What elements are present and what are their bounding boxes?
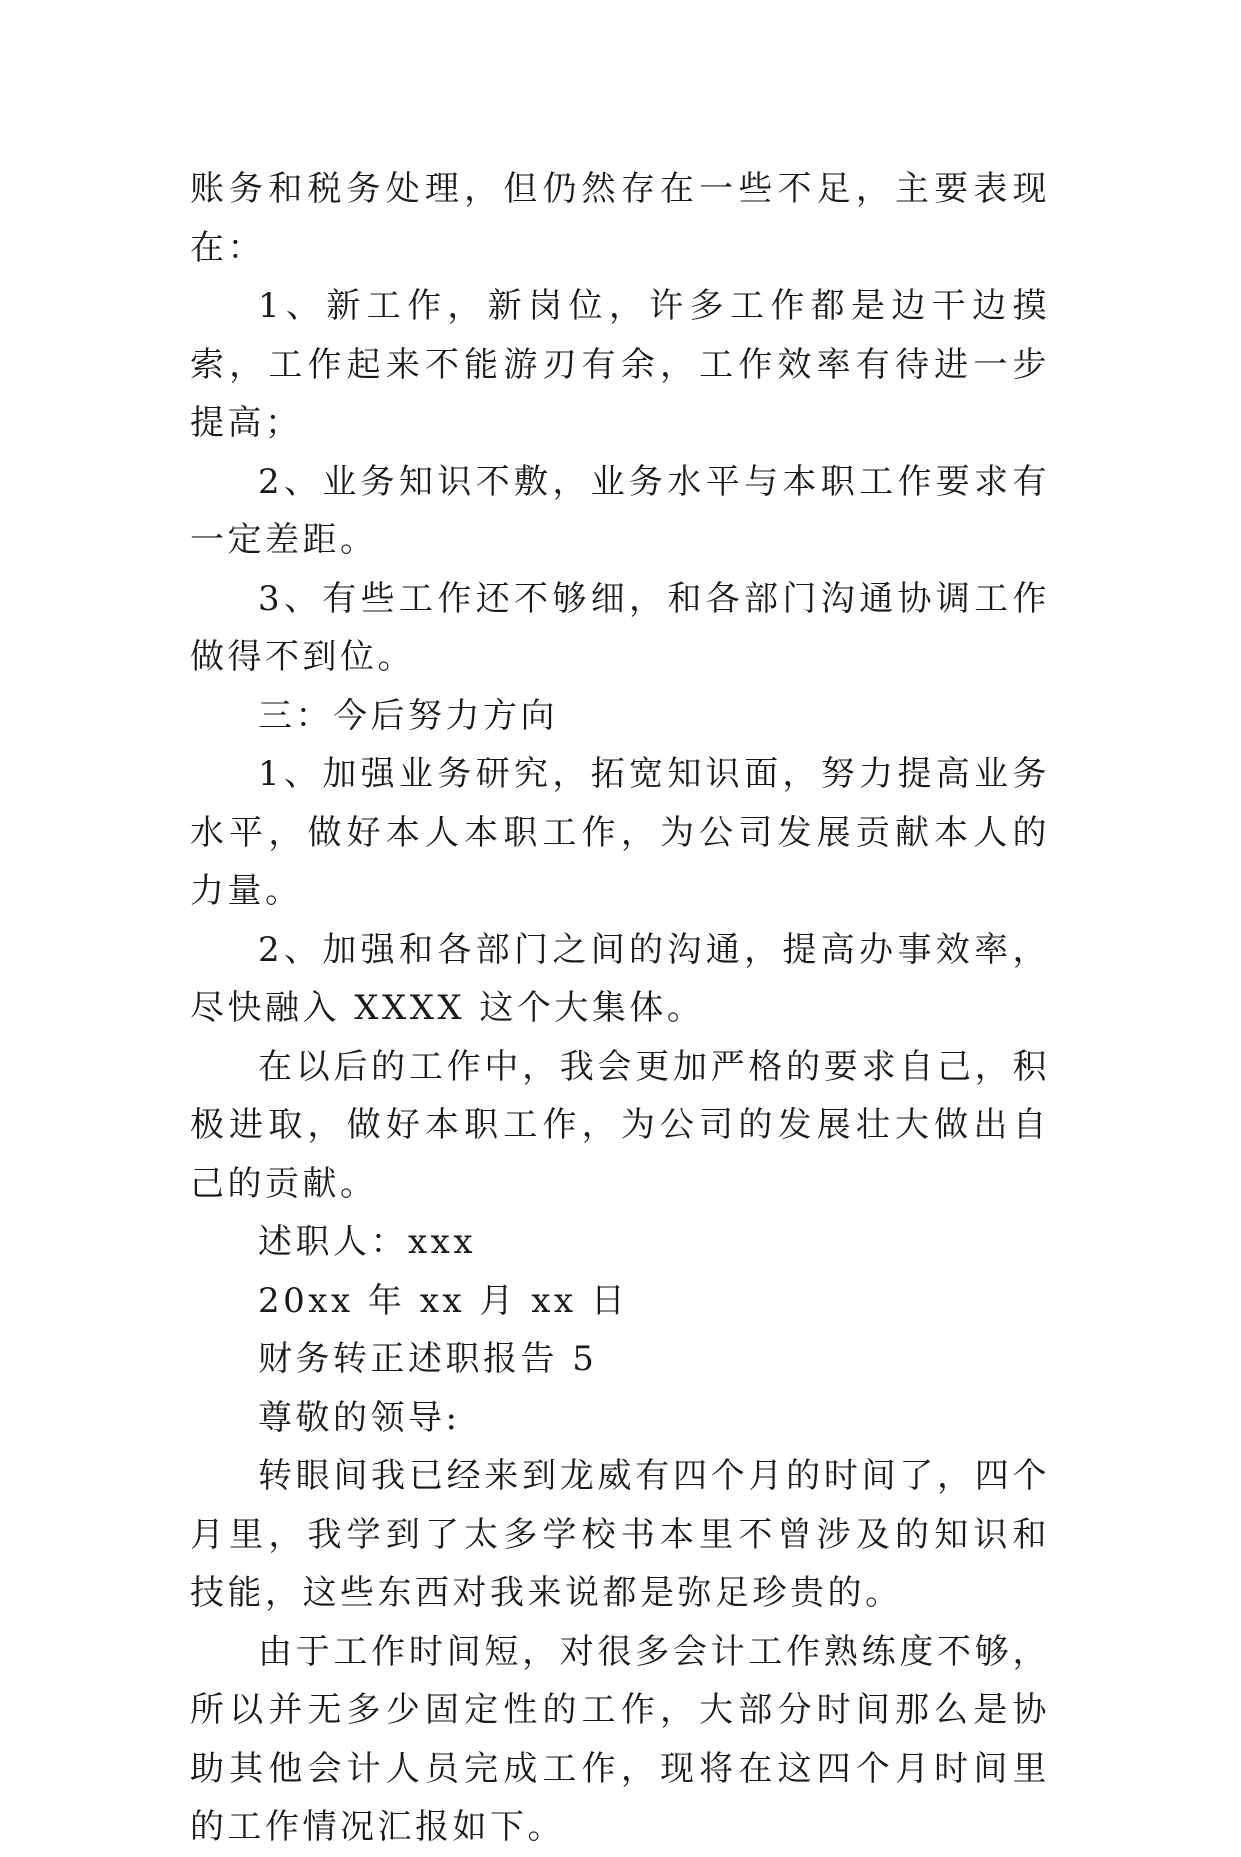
paragraph-shortcoming-3: 3、有些工作还不够细，和各部门沟通协调工作做得不到位。: [190, 578, 1050, 677]
report-title: 财务转正述职报告 5: [258, 1339, 598, 1379]
paragraph-direction-1: 1、加强业务研究，拓宽知识面，努力提高业务水平，做好本人本职工作，为公司发展贡献本人的力量。: [190, 754, 1050, 911]
signature-line: 述职人：xxx: [258, 1222, 477, 1262]
paragraph-shortcoming-1: 1、新工作，新岗位，许多工作都是边干边摸索，工作起来不能游刃有余，工作效率有待进一步提高；: [190, 286, 1050, 443]
paragraph-intro-continued: 账务和税务处理，但仍然存在一些不足，主要表现在：: [190, 169, 1050, 268]
paragraph-shortcoming-2: 2、业务知识不敷，业务水平与本职工作要求有一定差距。: [190, 461, 1050, 560]
date-line: 20xx 年 xx 月 xx 日: [258, 1280, 629, 1321]
document-body: [190, 160, 1050, 1857]
paragraph-report-summary: 由于工作时间短，对很多会计工作熟练度不够，所以并无多少固定性的工作，大部分时间那么是协助其他会计人员完成工作，现将在这四个月时间里的工作情况汇报如下。: [190, 1631, 1050, 1847]
section-heading-future-direction: 三：今后努力方向: [258, 695, 558, 736]
paragraph-closing: 在以后的工作中，我会更加严格的要求自己，积极进取，做好本职工作，为公司的发展壮大做出自己的贡献。: [190, 1046, 1050, 1204]
salutation: 尊敬的领导:: [258, 1397, 461, 1438]
paragraph-direction-2: 2、加强和各部门之间的沟通，提高办事效率，尽快融入 XXXX 这个大集体。: [190, 929, 1050, 1028]
paragraph-report-intro: 转眼间我已经来到龙威有四个月的时间了，四个月里，我学到了太多学校书本里不曾涉及的知识和技能，这些东西对我来说都是弥足珍贵的。: [190, 1456, 1050, 1613]
